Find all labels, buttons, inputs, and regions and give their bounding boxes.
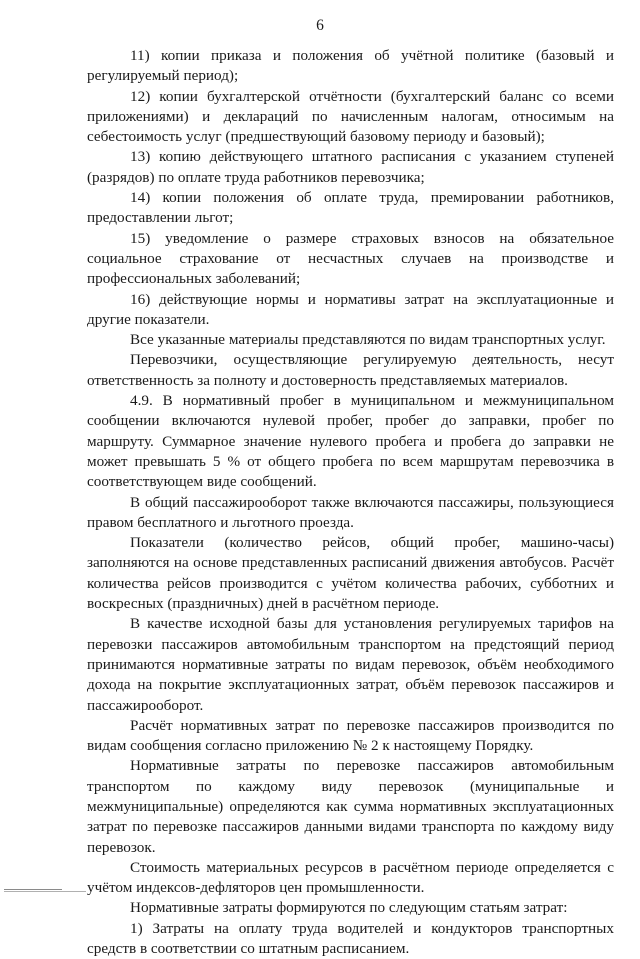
paragraph-passenger-turnover: В общий пассажирооборот также включаются пассажиры, пользующиеся правом бесплатного и льготного проезда. xyxy=(87,493,614,531)
footer-divider-secondary xyxy=(4,891,86,892)
cost-item-1: 1) Затраты на оплату труда водителей и кондукторов транспортных средств в соответствии со штатным расписанием. xyxy=(87,919,614,958)
list-item-13: 13) копию действующего штатного расписания с указанием ступеней (разрядов) по оплате труда работников перевозчика; xyxy=(87,148,614,186)
paragraph-tariff-base: В качестве исходной базы для установления регулируемых тарифов на перевозки пассажиров автомобильным транспортом на предстоящий период принимаются нормативные затраты по видам перевозок, объём необходимого дохода на покрытие эксплуатационных затрат, объём перевозок пассажиров и пассажирооборот. xyxy=(87,615,614,714)
list-item-11: 11) копии приказа и положения об учётной политике (базовый и регулируемый период); xyxy=(87,47,614,85)
paragraph-material-resources: Стоимость материальных ресурсов в расчётном периоде определяется с учётом индексов-дефляторов цен промышленности. xyxy=(87,858,614,897)
page-number: 6 xyxy=(316,17,324,34)
list-item-12: 12) копии бухгалтерской отчётности (бухгалтерский баланс со всеми приложениями) и деклараций по начисленным налогам, относимым на себестоимость услуг (предшествующий базовому периоду и базовый); xyxy=(87,87,614,146)
paragraph-indicators: Показатели (количество рейсов, общий пробег, машино-часы) заполняются на основе представленных расписаний движения автобусов. Расчёт количества рейсов производится с учётом количества рабочих, субботних и воскресных (праздничных) дней в расчётном периоде. xyxy=(87,534,614,613)
paragraph-cost-calculation: Расчёт нормативных затрат по перевозке пассажиров производится по видам сообщения согласно приложению № 2 к настоящему Порядку. xyxy=(87,716,614,755)
document-body xyxy=(87,46,614,959)
list-item-15: 15) уведомление о размере страховых взносов на обязательное социальное страхование от несчастных случаев на производстве и профессиональных заболеваний; xyxy=(87,229,614,288)
paragraph-materials-by-service: Все указанные материалы представляются по видам транспортных услуг. xyxy=(130,331,606,349)
list-item-14: 14) копии положения об оплате труда, премировании работников, предоставлении льгот; xyxy=(87,189,614,227)
paragraph-cost-items: Нормативные затраты формируются по следующим статьям затрат: xyxy=(130,899,568,917)
paragraph-carrier-responsibility: Перевозчики, осуществляющие регулируемую деятельность, несут ответственность за полноту и достоверность представляемых материалов. xyxy=(87,351,614,389)
footer-divider xyxy=(4,889,62,890)
paragraph-4-9: 4.9. В нормативный пробег в муниципальном и межмуниципальном сообщении включаются нулевой пробег, пробег до заправки, пробег по маршруту. Суммарное значение нулевого пробега и пробега до заправки не может превышать 5 % от общего пробега по всем маршрутам перевозчика в соответствующем виде сообщений. xyxy=(87,392,614,491)
paragraph-normative-costs: Нормативные затраты по перевозке пассажиров автомобильным транспортом по каждому виду перевозок (муниципальные и межмуниципальные) определяются как сумма нормативных эксплуатационных затрат по перевозке пассажиров данными видами транспорта по каждому виду перевозок. xyxy=(87,757,614,856)
list-item-16: 16) действующие нормы и нормативы затрат на эксплуатационные и другие показатели. xyxy=(87,290,614,328)
